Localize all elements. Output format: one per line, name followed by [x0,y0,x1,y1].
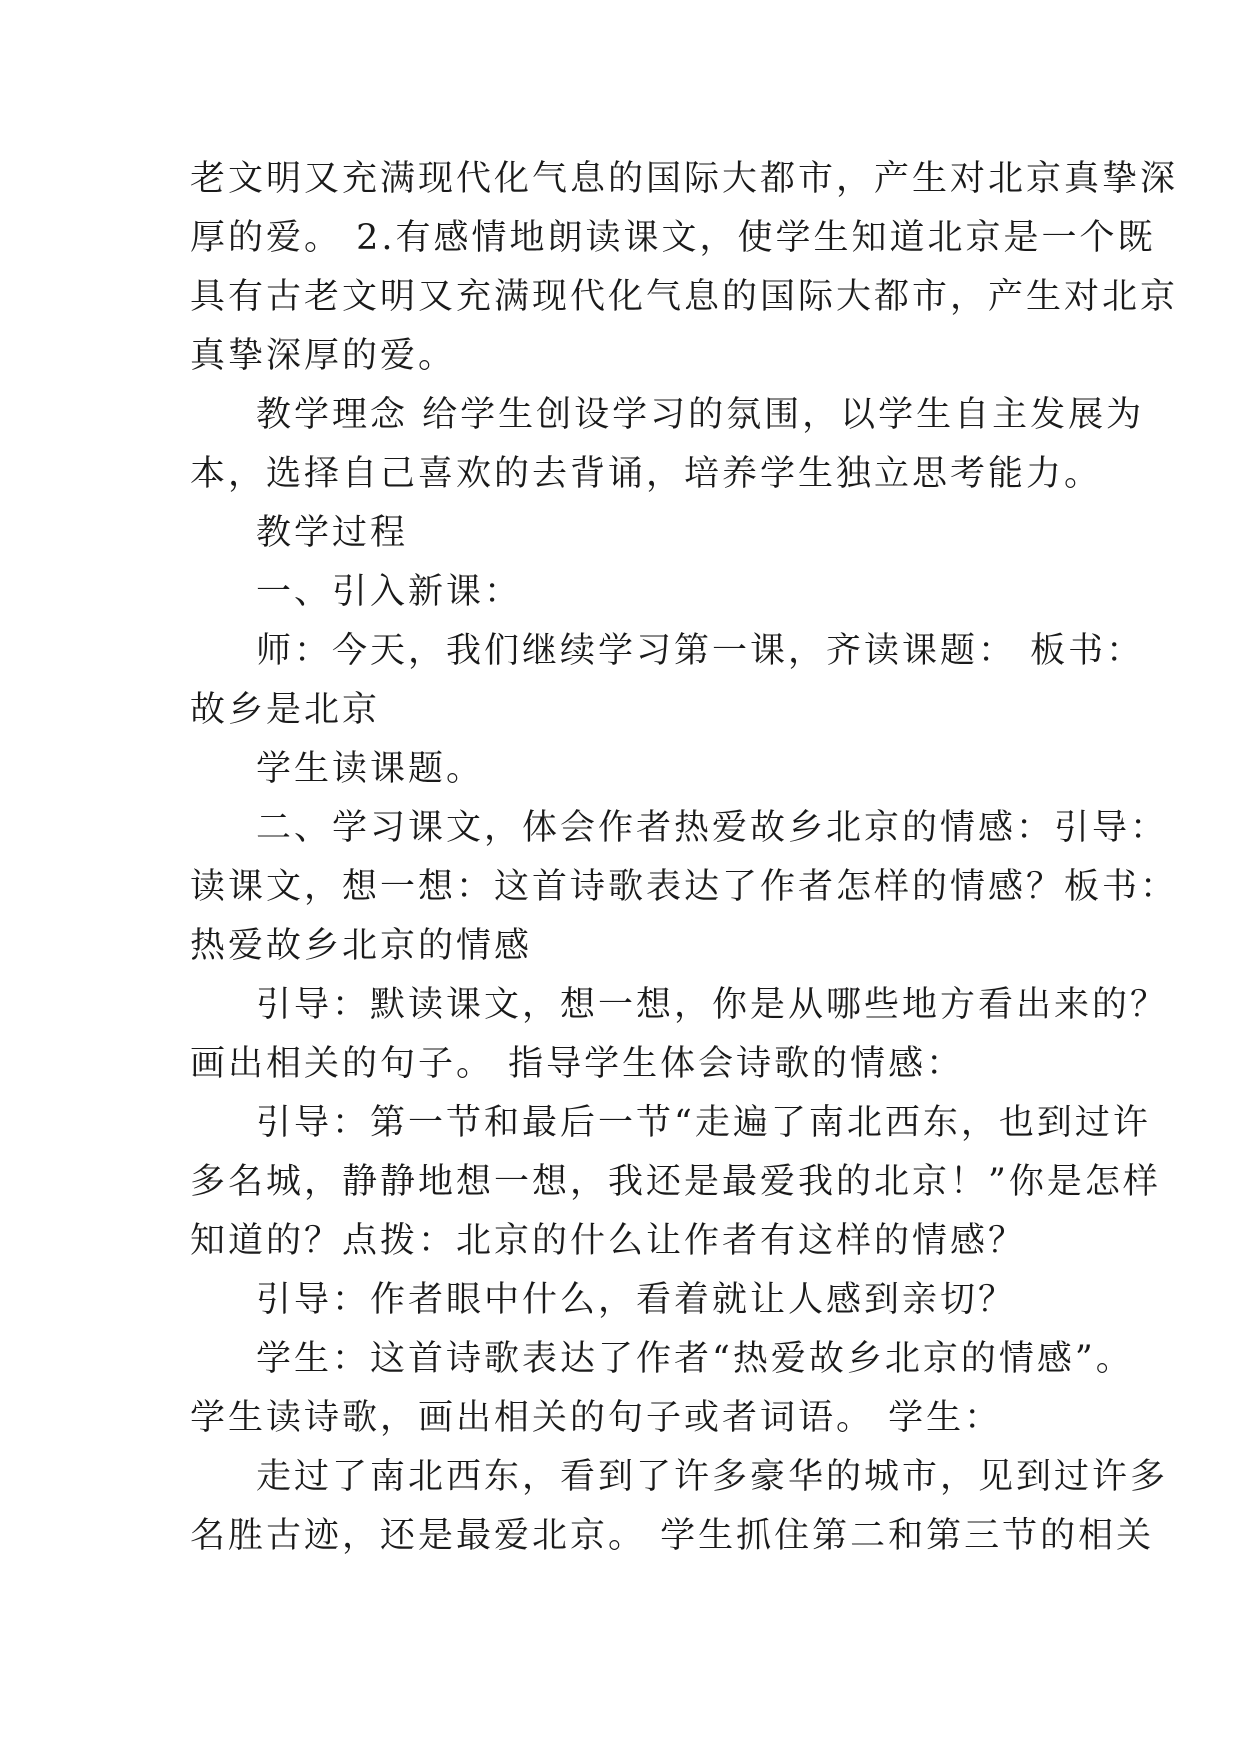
text-line: 师：今天，我们继续学习第一课，齐读课题： 板书： [256,631,1145,671]
text-line: 名胜古迹，还是最爱北京。 学生抓住第二和第三节的相关 [190,1516,1155,1556]
text-line: 引导：作者眼中什么，看着就让人感到亲切？ [256,1280,1017,1320]
text-line: 故乡是北京 [190,690,381,730]
text-line: 多名城，静静地想一想，我还是最爱我的北京！”你是怎样 [190,1162,1161,1202]
text-line: 真挚深厚的爱。 [190,336,457,376]
text-line: 学生读课题。 [256,749,485,789]
text-line: 学生：这首诗歌表达了作者“热爱故乡北京的情感”。 [256,1339,1134,1379]
text-line: 具有古老文明又充满现代化气息的国际大都市，产生对北京 [190,277,1179,317]
text-line: 一、引入新课： [256,572,523,612]
text-line: 热爱故乡北京的情感 [190,926,533,966]
text-line: 知道的？点拨：北京的什么让作者有这样的情感？ [190,1221,1027,1261]
text-line: 引导：第一节和最后一节“走遍了南北西东，也到过许 [256,1103,1151,1143]
text-line: 本，选择自己喜欢的去背诵，培养学生独立思考能力。 [190,454,1103,494]
text-line: 厚的爱。 2.有感情地朗读课文，使学生知道北京是一个既 [190,218,1156,258]
text-line: 学生读诗歌，画出相关的句子或者词语。 学生： [190,1398,1003,1438]
text-line: 老文明又充满现代化气息的国际大都市，产生对北京真挚深 [190,159,1179,199]
text-line: 画出相关的句子。 指导学生体会诗歌的情感： [190,1044,965,1084]
text-line: 教学理念 给学生创设学习的氛围，以学生自主发展为 [256,395,1145,435]
text-line: 教学过程 [256,513,409,553]
text-line: 引导：默读课文，想一想，你是从哪些地方看出来的？ [256,985,1169,1025]
document-body [190,150,1179,1566]
text-line: 二、学习课文，体会作者热爱故乡北京的情感：引导： [256,808,1169,848]
text-line: 读课文，想一想：这首诗歌表达了作者怎样的情感？板书： [190,867,1179,907]
text-line: 走过了南北西东，看到了许多豪华的城市，见到过许多 [256,1457,1169,1497]
